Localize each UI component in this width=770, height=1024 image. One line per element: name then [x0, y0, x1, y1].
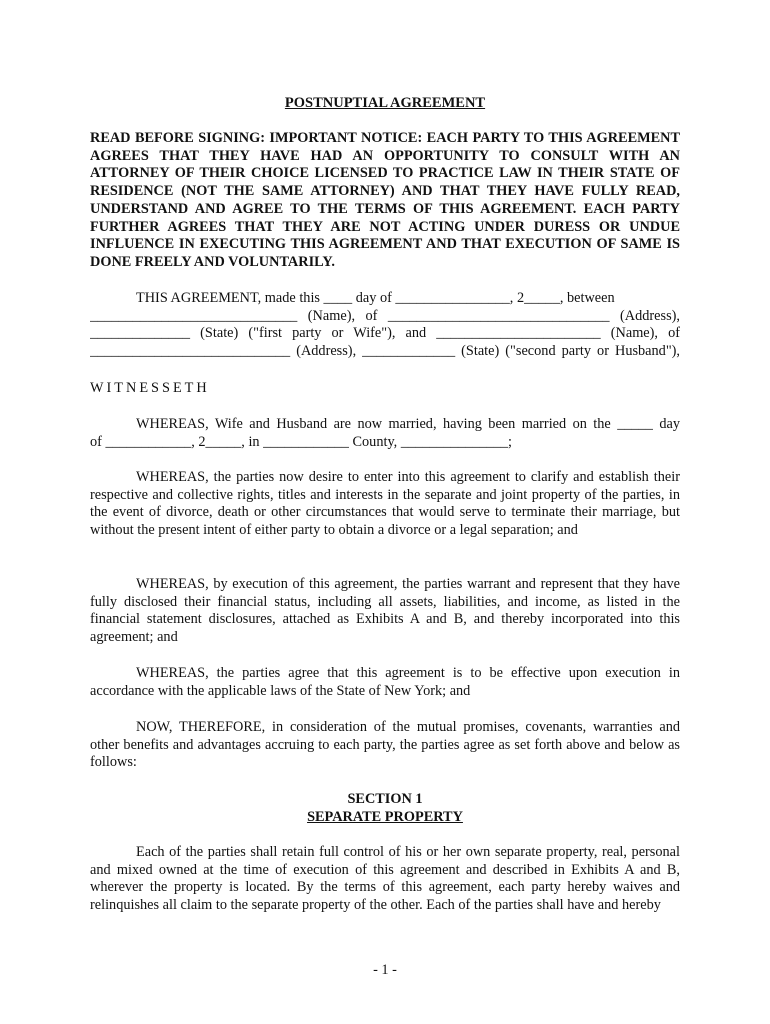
whereas-married-paragraph — [90, 416, 680, 451]
whereas-effective-text: WHEREAS, the parties agree that this agreement is to be effective upon execution in accordance with the applicable laws of the State of New York; and — [90, 665, 680, 699]
now-therefore-text: NOW, THEREFORE, in consideration of the mutual promises, covenants, warranties and other benefits and advantages accruing to each party, the parties agree as set forth above and below as follows: — [90, 719, 680, 771]
section-body-paragraph — [90, 844, 680, 915]
whereas-married-line: WHEREAS, Wife and Husband are now married, having been married on the _____ day — [136, 416, 680, 432]
page-number: - 1 - — [373, 962, 397, 978]
section-title: SEPARATE PROPERTY — [307, 809, 463, 825]
now-therefore-paragraph — [90, 719, 680, 772]
whereas-effective-paragraph — [90, 665, 680, 700]
whereas-clarify-text: WHEREAS, the parties now desire to enter into this agreement to clarify and establish their respective and collective rights, titles and interests in the separate and joint property of the parties, in the event of divorce, death or other circumstances that would serve to terminate their marriage, but without the present intent of either party to obtain a divorce or a legal separation; and — [90, 469, 680, 539]
whereas-married-line: of ____________, 2_____, in ____________ County, _______________; — [90, 433, 513, 450]
agreement-line: ______________ (State) ("first party or Wife"), and _______________________ (Name), of — [90, 325, 680, 342]
agreement-parties-paragraph — [90, 290, 680, 361]
agreement-line: THIS AGREEMENT, made this ____ day of ________________, 2_____, between — [136, 290, 615, 306]
agreement-line: ____________________________ (Address), _____________ (State) ("second party or Husband"), — [90, 343, 680, 360]
agreement-line: _____________________________ (Name), of _______________________________ (Address), — [90, 307, 680, 324]
section-number: SECTION 1 — [347, 791, 423, 807]
witnesseth-heading: WITNESSETH — [90, 380, 210, 396]
document-title: POSTNUPTIAL AGREEMENT — [284, 95, 486, 111]
whereas-clarify-paragraph — [90, 469, 680, 540]
whereas-disclose-paragraph — [90, 576, 680, 647]
section-body-text: Each of the parties shall retain full control of his or her own separate property, real, personal and mixed owned at the time of execution of this agreement and described in Exhibits A and B, wherever the property is located. By the terms of this agreement, each party hereby waives and relinquishes all claim to the separate property of the other. Each of the parties shall have and hereby — [90, 844, 680, 914]
whereas-disclose-text: WHEREAS, by execution of this agreement, the parties warrant and represent that they have fully disclosed their financial status, including all assets, liabilities, and income, as listed in the financial statement disclosures, attached as Exhibits A and B, and thereby incorporated into this agreement; and — [90, 576, 680, 646]
important-notice: READ BEFORE SIGNING: IMPORTANT NOTICE: EACH PARTY TO THIS AGREEMENT AGREES THAT THEY HAVE HAD AN OPPORTUNITY TO CONSULT WITH AN ATTORNEY OF THEIR CHOICE LICENSED TO PRACTICE LAW IN THEIR STATE OF RESIDENCE (NOT THE SAME ATTORNEY) AND THAT THEY HAVE FULLY READ, UNDERSTAND AND AGREE TO THE TERMS OF THIS AGREEMENT. EACH PARTY FURTHER AGREES THAT THEY ARE NOT ACTING UNDER DURESS OR UNDUE INFLUENCE IN EXECUTING THIS AGREEMENT AND THAT EXECUTION OF SAME IS DONE FREELY AND VOLUNTARILY. — [90, 130, 680, 270]
